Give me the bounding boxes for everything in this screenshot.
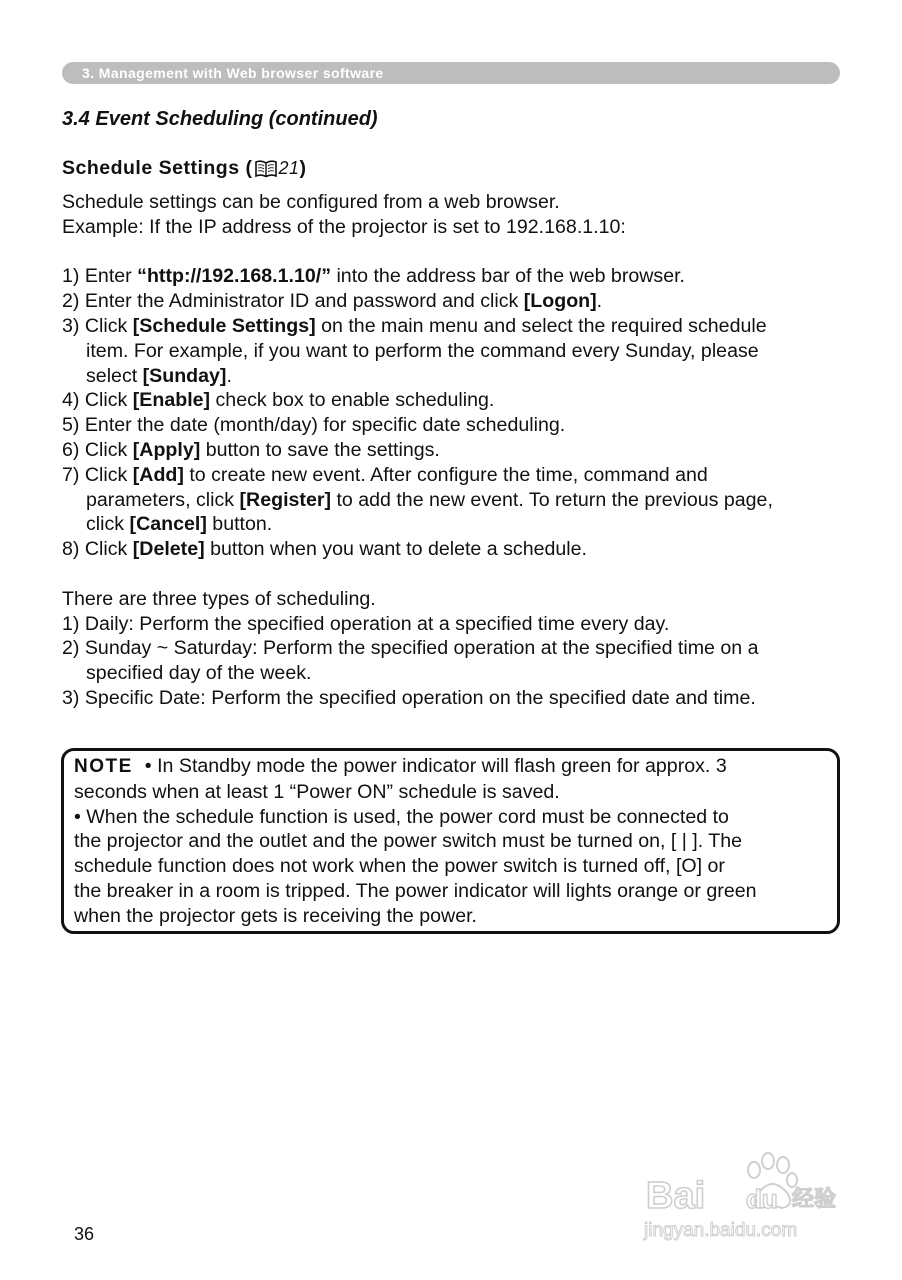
type-specific-date: 3) Specific Date: Perform the specified operation on the specified date and time.	[62, 686, 756, 709]
step-1: 1) Enter “http://192.168.1.10/” into the address bar of the web browser.	[62, 265, 685, 288]
note-line: • When the schedule function is used, the power cord must be connected to	[74, 805, 729, 828]
step-5: 5) Enter the date (month/day) for specific date scheduling.	[62, 414, 566, 437]
subsection-title-close: )	[299, 157, 307, 179]
intro-line: Schedule settings can be configured from a web browser.	[62, 191, 560, 213]
step-6: 6) Click [Apply] button to save the settings.	[62, 438, 440, 461]
types-intro: There are three types of scheduling.	[62, 587, 376, 610]
intro-line: Example: If the IP address of the projector is set to 192.168.1.10:	[62, 215, 626, 238]
note-line: schedule function does not work when the power switch is turned off, [O] or	[74, 855, 725, 878]
step-3: 3) Click [Schedule Settings] on the main menu and select the required schedule	[62, 314, 767, 337]
note-label: NOTE	[74, 756, 133, 777]
svg-text:jingyan.baidu.com: jingyan.baidu.com	[644, 1220, 798, 1241]
type-weekday-cont: specified day of the week.	[86, 662, 312, 685]
add-label: [Add]	[132, 463, 184, 486]
subsection-title	[62, 157, 306, 180]
step-4: 4) Click [Enable] check box to enable scheduling.	[62, 389, 495, 412]
type-weekday: 2) Sunday ~ Saturday: Perform the specified operation at the specified time on a	[62, 637, 759, 660]
step-3-cont: select [Sunday].	[86, 364, 232, 387]
step-7-cont: parameters, click [Register] to add the new event. To return the previous page,	[86, 488, 773, 511]
enable-label: [Enable]	[132, 389, 211, 412]
register-label: [Register]	[239, 488, 331, 511]
svg-text:经验: 经验	[792, 1187, 837, 1212]
subsection-title-text: Schedule Settings (	[62, 157, 253, 179]
sunday-label: [Sunday]	[142, 364, 227, 387]
note-line: the breaker in a room is tripped. The power indicator will lights orange or green	[74, 879, 757, 902]
note-line: when the projector gets is receiving the power.	[74, 904, 477, 927]
svg-text:du: du	[746, 1184, 778, 1214]
logon-label: [Logon]	[523, 290, 597, 313]
note-line: the projector and the outlet and the power switch must be turned on, [ | ]. The	[74, 830, 743, 853]
main-content	[62, 190, 852, 711]
section-title: 3.4 Event Scheduling (continued)	[62, 108, 378, 130]
delete-label: [Delete]	[132, 538, 205, 561]
type-daily: 1) Daily: Perform the specified operation at a specified time every day.	[62, 612, 670, 635]
chapter-header-text: 3. Management with Web browser software	[82, 65, 384, 81]
svg-text:Bai: Bai	[646, 1175, 706, 1217]
note-text	[74, 754, 834, 929]
url-text: “http://192.168.1.10/”	[137, 265, 331, 288]
step-8: 8) Click [Delete] button when you want to delete a schedule.	[62, 538, 587, 561]
baidu-watermark-logo	[642, 1148, 842, 1246]
step-3-cont: item. For example, if you want to perform the command every Sunday, please	[86, 339, 759, 362]
apply-label: [Apply]	[132, 438, 201, 461]
step-7-cont: click [Cancel] button.	[86, 513, 273, 536]
page-reference: 21	[278, 158, 300, 178]
book-icon	[255, 160, 277, 178]
chapter-header-bar	[62, 62, 840, 84]
step-2: 2) Enter the Administrator ID and password and click [Logon].	[62, 290, 603, 313]
cancel-label: [Cancel]	[129, 513, 207, 536]
note-box	[61, 748, 840, 934]
note-line: seconds when at least 1 “Power ON” schedule is saved.	[74, 780, 560, 803]
schedule-settings-label: [Schedule Settings]	[132, 314, 316, 337]
step-7: 7) Click [Add] to create new event. After configure the time, command and	[62, 463, 708, 486]
note-line: NOTE • In Standby mode the power indicator will flash green for approx. 3	[74, 755, 727, 777]
page-number: 36	[74, 1224, 95, 1244]
